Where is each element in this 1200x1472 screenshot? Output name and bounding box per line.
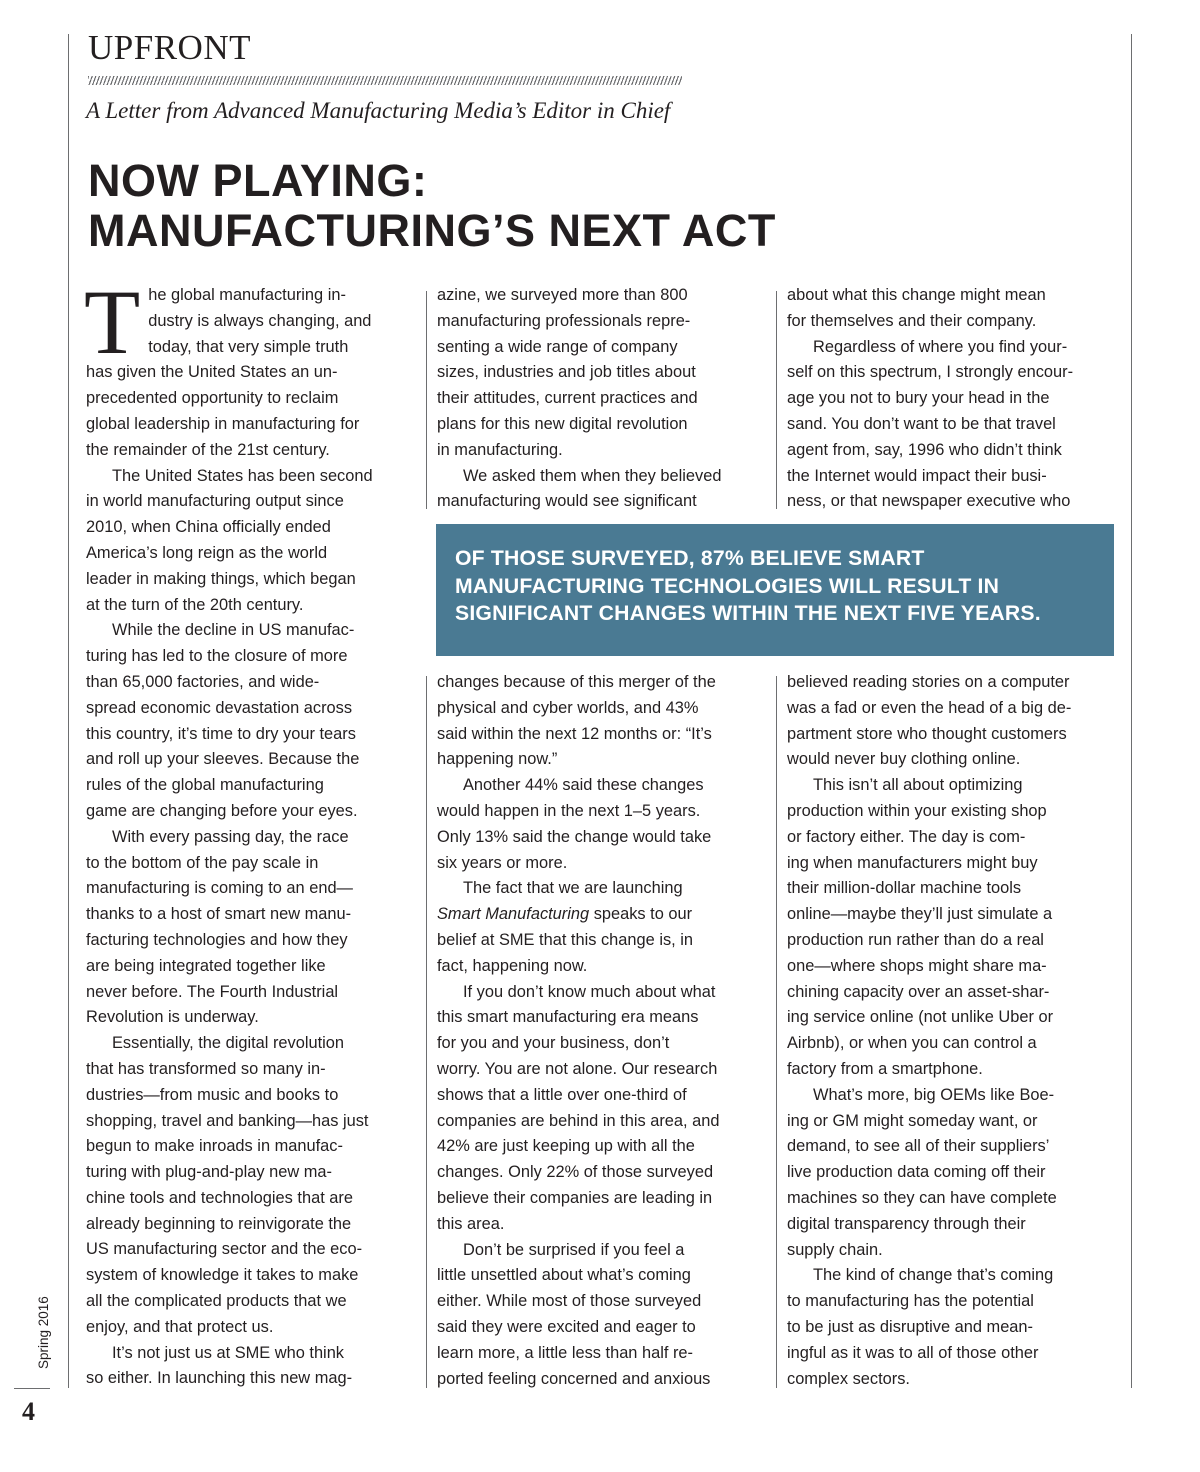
section-subtitle: A Letter from Advanced Manufacturing Media’s Editor in Chief [86, 98, 671, 123]
text-line: The kind of change that’s coming [813, 1266, 1054, 1285]
text-line: system of knowledge it takes to make [86, 1266, 359, 1285]
text-line: Don’t be surprised if you feel a [463, 1240, 685, 1259]
text-line: believed reading stories on a computer [787, 673, 1070, 691]
text-line: manufacturing is coming to an end— [86, 879, 353, 898]
text-line: manufacturing would see significant [437, 492, 697, 511]
text-line: six years or more. [437, 853, 568, 872]
right-margin-rule [1131, 34, 1132, 1388]
drop-cap: T [84, 271, 141, 373]
text-line: 42% are just keeping up with all the [437, 1137, 695, 1156]
text-line: believe their companies are leading in [437, 1188, 713, 1207]
text-line: production run rather than do a real [787, 930, 1044, 949]
text-line: shopping, travel and banking—has just [86, 1111, 369, 1130]
text-fragment: speaks to our [589, 905, 693, 924]
text-line: was a fad or even the head of a big de- [787, 698, 1072, 717]
text-line: to the bottom of the pay scale in [86, 853, 319, 872]
text-line: physical and cyber worlds, and 43% [437, 698, 699, 717]
text-line: little unsettled about what’s coming [437, 1266, 691, 1285]
text-line: facturing technologies and how they [86, 930, 348, 949]
text-line: fact, happening now. [437, 956, 588, 975]
text-line: Essentially, the digital revolution [112, 1034, 345, 1053]
text-line: Regardless of where you find your- [813, 337, 1068, 356]
column-1-lines [86, 360, 416, 1392]
text-line: dustry is always changing, and [148, 311, 372, 330]
column-3-top [787, 283, 1117, 515]
text-line [437, 902, 767, 928]
text-line: either. While most of those surveyed [437, 1292, 702, 1311]
text-line: senting a wide range of company [437, 337, 678, 356]
pull-quote-line: OF THOSE SURVEYED, 87% BELIEVE SMART [455, 547, 925, 570]
text-line: happening now.” [437, 750, 558, 769]
text-line: and roll up your sleeves. Because the [86, 750, 360, 769]
folio-rule [14, 1388, 50, 1389]
column-2-bottom-rest-lines [437, 928, 767, 1392]
text-line: this country, it’s time to dry your tears [86, 724, 356, 743]
text-line: ing service online (not unlike Uber or [787, 1008, 1054, 1027]
text-line: azine, we surveyed more than 800 [437, 286, 688, 304]
column-divider [776, 291, 777, 509]
text-line: thanks to a host of smart new manu- [86, 905, 352, 924]
text-line: for themselves and their company. [787, 311, 1037, 330]
text-line: than 65,000 factories, and wide- [86, 672, 320, 691]
text-line: spread economic devastation across [86, 698, 353, 717]
text-line: This isn’t all about optimizing [813, 776, 1023, 795]
text-line: global leadership in manufacturing for [86, 414, 360, 433]
text-line: or factory either. The day is com- [787, 827, 1026, 846]
text-line: game are changing before your eyes. [86, 801, 358, 820]
text-line: partment store who thought customers [787, 724, 1067, 743]
text-line: ported feeling concerned and anxious [437, 1369, 711, 1388]
text-line: would never buy clothing online. [787, 750, 1021, 769]
text-line: machines so they can have complete [787, 1188, 1057, 1207]
text-line: ingful as it was to all of those other [787, 1343, 1039, 1362]
text-line: America’s long reign as the world [86, 543, 328, 562]
text-line: While the decline in US manufac- [112, 621, 355, 640]
text-line: production within your existing shop [787, 801, 1047, 820]
text-line: ing or GM might someday want, or [787, 1111, 1038, 1130]
column-2-top [437, 283, 767, 515]
column-1 [84, 271, 416, 1392]
column-3-bottom [787, 670, 1117, 1392]
text-line: Another 44% said these changes [463, 776, 704, 795]
text-line: digital transparency through their [787, 1214, 1026, 1233]
section-label: UPFRONT [88, 28, 251, 67]
text-line: With every passing day, the race [112, 827, 349, 846]
text-line: dustries—from music and books to [86, 1085, 339, 1104]
text-line: manufacturing professionals repre- [437, 311, 691, 330]
text-line: chining capacity over an asset-shar- [787, 982, 1050, 1001]
text-line: in manufacturing. [437, 440, 563, 459]
headline-line-1: NOW PLAYING: [88, 155, 428, 206]
text-line: sizes, industries and job titles about [437, 363, 696, 382]
text-line: The fact that we are launching [463, 879, 683, 898]
text-line: learn more, a little less than half re- [437, 1343, 693, 1362]
text-line: at the turn of the 20th century. [86, 595, 304, 614]
text-line: factory from a smartphone. [787, 1059, 983, 1078]
issue-date: Spring 2016 [36, 1296, 51, 1369]
text-line: chine tools and technologies that are [86, 1188, 353, 1207]
text-line: has given the United States an un- [86, 363, 338, 382]
column-2-bottom-lines [437, 670, 767, 902]
text-line: turing with plug-and-play new ma- [86, 1163, 332, 1182]
text-line: Only 13% said the change would take [437, 827, 712, 846]
column-divider [426, 676, 427, 1388]
text-line: age you not to bury your head in the [787, 389, 1050, 408]
column-divider [776, 676, 777, 1388]
text-line: changes because of this merger of the [437, 673, 716, 691]
text-line: supply chain. [787, 1240, 883, 1259]
text-line: agent from, say, 1996 who didn’t think [787, 440, 1062, 459]
text-line: The United States has been second [112, 466, 373, 485]
left-margin-rule [68, 34, 69, 1388]
text-line: for you and your business, don’t [437, 1034, 670, 1053]
text-line: shows that a little over one-third of [437, 1085, 687, 1104]
text-line: 2010, when China officially ended [86, 518, 331, 537]
text-line: ness, or that newspaper executive who [787, 492, 1071, 511]
text-line: complex sectors. [787, 1369, 910, 1388]
text-line: self on this spectrum, I strongly encour- [787, 363, 1074, 382]
text-line: said within the next 12 months or: “It’s [437, 724, 712, 743]
text-line: US manufacturing sector and the eco- [86, 1240, 363, 1259]
text-line: already beginning to reinvigorate the [86, 1214, 352, 1233]
text-line: this area. [437, 1214, 505, 1233]
text-line: one—where shops might share ma- [787, 956, 1047, 975]
text-line: today, that very simple truth [148, 337, 349, 356]
text-line: would happen in the next 1–5 years. [437, 801, 701, 820]
text-line: changes. Only 22% of those surveyed [437, 1163, 714, 1182]
text-line: the Internet would impact their busi- [787, 466, 1047, 485]
text-line: all the complicated products that we [86, 1292, 347, 1311]
text-line: We asked them when they believed [463, 466, 722, 485]
text-line: turing has led to the closure of more [86, 647, 348, 666]
text-line: in world manufacturing output since [86, 492, 344, 511]
text-line: enjoy, and that protect us. [86, 1317, 274, 1336]
text-line: live production data coming off their [787, 1163, 1046, 1182]
text-line: he global manufacturing in- [148, 286, 346, 304]
text-line: said they were excited and eager to [437, 1317, 696, 1336]
text-line: so either. In launching this new mag- [86, 1369, 353, 1388]
pull-quote-line: SIGNIFICANT CHANGES WITHIN THE NEXT FIVE YEARS. [455, 602, 1041, 625]
text-line: precedented opportunity to reclaim [86, 389, 339, 408]
text-line: belief at SME that this change is, in [437, 930, 694, 949]
headline-line-2: MANUFACTURING’S NEXT ACT [88, 205, 776, 256]
text-line: are being integrated together like [86, 956, 326, 975]
text-line: worry. You are not alone. Our research [437, 1059, 718, 1078]
publication-title: Smart Manufacturing [437, 905, 590, 924]
text-line: begun to make inroads in manufac- [86, 1137, 343, 1156]
article-headline [88, 156, 1118, 256]
text-line: plans for this new digital revolution [437, 414, 688, 433]
text-line: the remainder of the 21st century. [86, 440, 330, 459]
text-line: rules of the global manufacturing [86, 776, 324, 795]
text-line: to be just as disruptive and mean- [787, 1317, 1033, 1336]
text-line: that has transformed so many in- [86, 1059, 326, 1078]
pull-quote-line: MANUFACTURING TECHNOLOGIES WILL RESULT IN [455, 574, 1000, 598]
text-line: their million-dollar machine tools [787, 879, 1022, 898]
text-line: leader in making things, which began [86, 569, 356, 588]
text-line: What’s more, big OEMs like Boe- [813, 1085, 1055, 1104]
hatched-divider [88, 76, 682, 85]
text-line: their attitudes, current practices and [437, 389, 698, 408]
text-line: demand, to see all of their suppliers’ [787, 1137, 1050, 1156]
text-line: about what this change might mean [787, 286, 1046, 304]
text-line: If you don’t know much about what [463, 982, 716, 1001]
text-line: this smart manufacturing era means [437, 1008, 699, 1027]
pull-quote [436, 524, 1114, 656]
text-line: never before. The Fourth Industrial [86, 982, 339, 1001]
text-line: ing when manufacturers might buy [787, 853, 1038, 872]
text-line: sand. You don’t want to be that travel [787, 414, 1056, 433]
text-line: It’s not just us at SME who think [112, 1343, 345, 1362]
text-line: to manufacturing has the potential [787, 1292, 1034, 1311]
text-line: online—maybe they’ll just simulate a [787, 905, 1053, 924]
text-line: Revolution is underway. [86, 1008, 259, 1027]
text-line: Airbnb), or when you can control a [787, 1034, 1037, 1053]
text-line: companies are behind in this area, and [437, 1111, 720, 1130]
column-divider [426, 291, 427, 509]
column-2-bottom [437, 670, 767, 1392]
page-number: 4 [22, 1397, 35, 1426]
